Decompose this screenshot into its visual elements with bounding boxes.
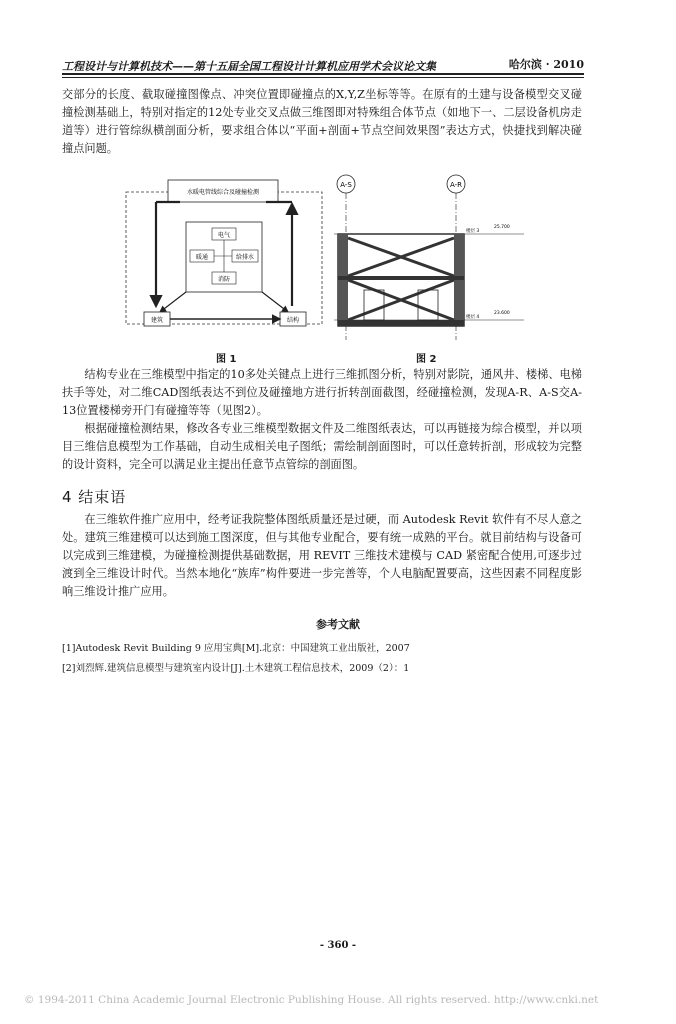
- figure-1-caption: 图 1: [216, 354, 237, 365]
- floor-slab: [338, 320, 464, 326]
- reference-item: [1]Autodesk Revit Building 9 应用宝典[M].北京：中国建筑工业出版社，2007: [62, 643, 410, 654]
- paragraph-2: 结构专业在三维模型中指定的10多处关键点上进行三维抓图分析，特别对影院，通风井、楼梯、电梯扶手等处，对二维CAD图纸表达不到位及碰撞地方进行折转剖面截图，经碰撞检测，发现A-R、A-S交A-13位置楼梯旁开门有碰撞等等（见图2）。: [62, 368, 582, 417]
- mid-landing: [338, 276, 464, 280]
- diag-arrow-right: [262, 292, 288, 312]
- paragraph-3: 根据碰撞检测结果，修改各专业三维模型数据文件及二维图纸表达，可以再链接为综合模型，并以项目三维信息模型为工作基础，自动生成相关电子图纸；需绘制剖面图时，可以任意转折剖，形成较为完整的设计资料，完全可以满足业主提出任意节点管综的剖面图。: [62, 422, 582, 471]
- item-hvac: 暖通: [195, 254, 209, 261]
- bottom-right-label: 结构: [286, 317, 300, 324]
- item-electric: 电气: [217, 232, 231, 239]
- axis-label-right: A-R: [449, 181, 463, 189]
- figure-2-section: [334, 172, 524, 340]
- item-fire: 消防: [217, 276, 231, 283]
- bottom-left-label: 建筑: [150, 317, 164, 324]
- page-number: - 360 -: [319, 940, 357, 951]
- diag-arrow-left: [160, 292, 186, 312]
- copyright-footer: © 1994-2011 China Academic Journal Electronic Publishing House. All rights reserved. http://www.cnki.net: [24, 994, 599, 1006]
- running-header: [62, 56, 584, 74]
- paragraph-1: 交部分的长度、截取碰撞图像点、冲突位置即碰撞点的X,Y,Z坐标等等。在原有的土建与设备模型交叉碰撞检测基础上，特别对指定的12处专业交叉点做三维图即对特殊组合体节点（如地下一、二层设备机房走道等）进行管综纵横剖面分析，要求组合体以“平面+剖面+节点空间效果图”表达方式，快捷找到解决碰撞点问题。: [62, 88, 582, 155]
- door-opening: [364, 290, 384, 320]
- level-lower-label: 楼层 4: [466, 315, 480, 320]
- figure-1-diagram: [120, 178, 330, 338]
- figure-2-caption: 图 2: [416, 354, 437, 365]
- item-plumbing: 给排水: [235, 254, 255, 261]
- reference-item: [2]刘烈辉.建筑信息模型与建筑室内设计[J].土木建筑工程信息技术，2009（2）：1: [62, 663, 410, 674]
- level-lower-elev: 23.600: [494, 311, 510, 316]
- header-journal-title: 工程设计与计算机技术——第十五届全国工程设计计算机应用学术会议论文集: [62, 60, 436, 73]
- header-rule-thin: [62, 77, 584, 78]
- paragraph-4: 在三维软件推广应用中，经考证我院整体图纸质量还是过硬，而 Autodesk Revit 软件有不尽人意之处。建筑三维建模可以达到施工图深度，但与其他专业配合，要有统一成熟的平台。就目前结构与设备可以完成到三维建模，为碰撞检测提供基础数据，用 REVIT 三维技术建模与 CAD 紧密配合使用,可逐步过渡到全三维设计时代。当然本地化“族库”构件要进一步完善等，个人电脑配置要高，这些因素不同程度影响三维设计推广应用。: [62, 513, 582, 598]
- section-heading: 4 结束语: [62, 488, 127, 506]
- references-title: 参考文献: [316, 618, 360, 631]
- level-upper-elev: 25.700: [494, 225, 510, 230]
- header-location-year: 哈尔滨 · 2010: [508, 58, 584, 71]
- door-opening-2: [418, 290, 438, 320]
- level-upper-label: 楼层 3: [466, 229, 480, 234]
- header-rule-thick: [62, 73, 584, 75]
- top-box-label: 水暖电管线综合及碰撞检测: [186, 189, 260, 196]
- axis-label-left: A-S: [340, 181, 352, 189]
